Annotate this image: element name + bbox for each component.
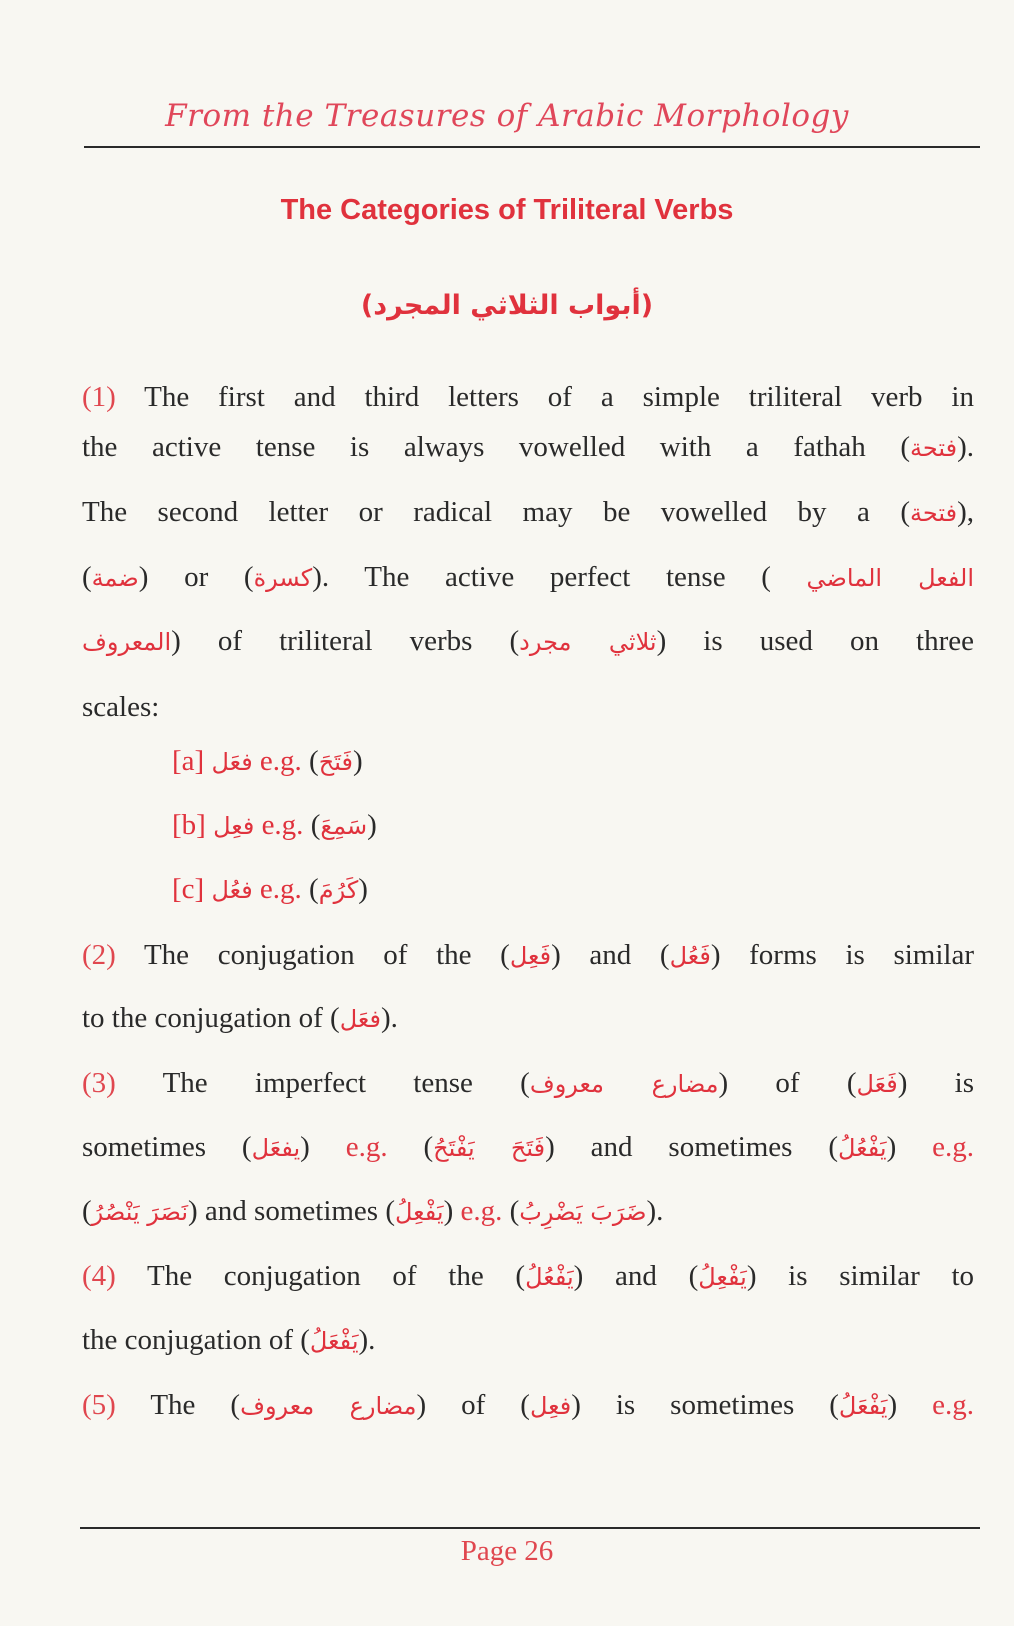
p1-line-1: (1) The first and third letters of a simple triliteral verb in — [82, 381, 974, 413]
p2-line-1: (2) The conjugation of the (فَعِل) and (فَعُل) forms is similar — [82, 939, 975, 971]
p4-line-1: (4) The conjugation of the (يَفْعُلُ) and (يَفْعِلُ) is similar to — [82, 1260, 975, 1292]
p2-line-2: to the conjugation of (فعَل). — [82, 1002, 398, 1034]
header-divider — [84, 146, 980, 148]
scale-item-b: [b] فعِل e.g. (سَمِعَ) — [172, 809, 377, 841]
p3-line-3: (نَصَرَ يَنْصُرُ) and sometimes (يَفْعِلُ) e.g. (ضَرَبَ يَضْرِبُ). — [82, 1195, 664, 1227]
p3-line-2: sometimes (يفعَل) e.g. (فَتَحَ يَفْتَحُ) and sometimes (يَفْعُلُ) e.g. — [82, 1131, 974, 1163]
p1-line-2: the active tense is always vowelled with a fathah (فتحة). — [82, 431, 974, 463]
arabic-term: ثلاثي مجرد — [519, 628, 657, 656]
scale-item-a: [a] فعَل e.g. (فَتَحَ) — [172, 745, 363, 777]
running-header: From the Treasures of Arabic Morphology — [165, 98, 849, 134]
section-title: The Categories of Triliteral Verbs — [280, 194, 734, 226]
page-number: Page 26 — [460, 1535, 554, 1567]
p1-line-4: (ضمة) or (كسرة). The active perfect tense ( الفعل الماضي — [82, 561, 974, 593]
arabic-term: المعروف — [82, 628, 172, 656]
arabic-term: فتحة — [910, 434, 958, 462]
arabic-term: ضمة — [91, 564, 139, 592]
scale-item-c: [c] فعُل e.g. (كَرُمَ) — [172, 873, 368, 905]
arabic-term: فتحة — [910, 499, 958, 527]
p1-line-6: scales: — [82, 691, 160, 723]
footer-divider — [80, 1527, 980, 1529]
p4-number: (4) — [82, 1260, 116, 1292]
p5-number: (5) — [82, 1389, 116, 1421]
p1-number: (1) — [82, 381, 116, 413]
section-arabic-title: (أبواب الثلاثي المجرد) — [360, 290, 654, 321]
p2-number: (2) — [82, 939, 116, 971]
p3-number: (3) — [82, 1067, 116, 1099]
p1-line-5: المعروف) of triliteral verbs (ثلاثي مجرد) is used on three — [82, 625, 974, 657]
arabic-term: كسرة — [253, 564, 313, 592]
p3-line-1: (3) The imperfect tense (مضارع معروف) of (فَعَل) is — [82, 1067, 974, 1099]
arabic-term: الفعل الماضي — [806, 564, 974, 592]
p4-line-2: the conjugation of (يَفْعَلُ). — [82, 1324, 376, 1356]
p5-line-1: (5) The (مضارع معروف) of (فعِل) is sometimes (يَفْعَلُ) e.g. — [82, 1389, 974, 1421]
p1-line-3: The second letter or radical may be vowelled by a (فتحة), — [82, 496, 974, 528]
